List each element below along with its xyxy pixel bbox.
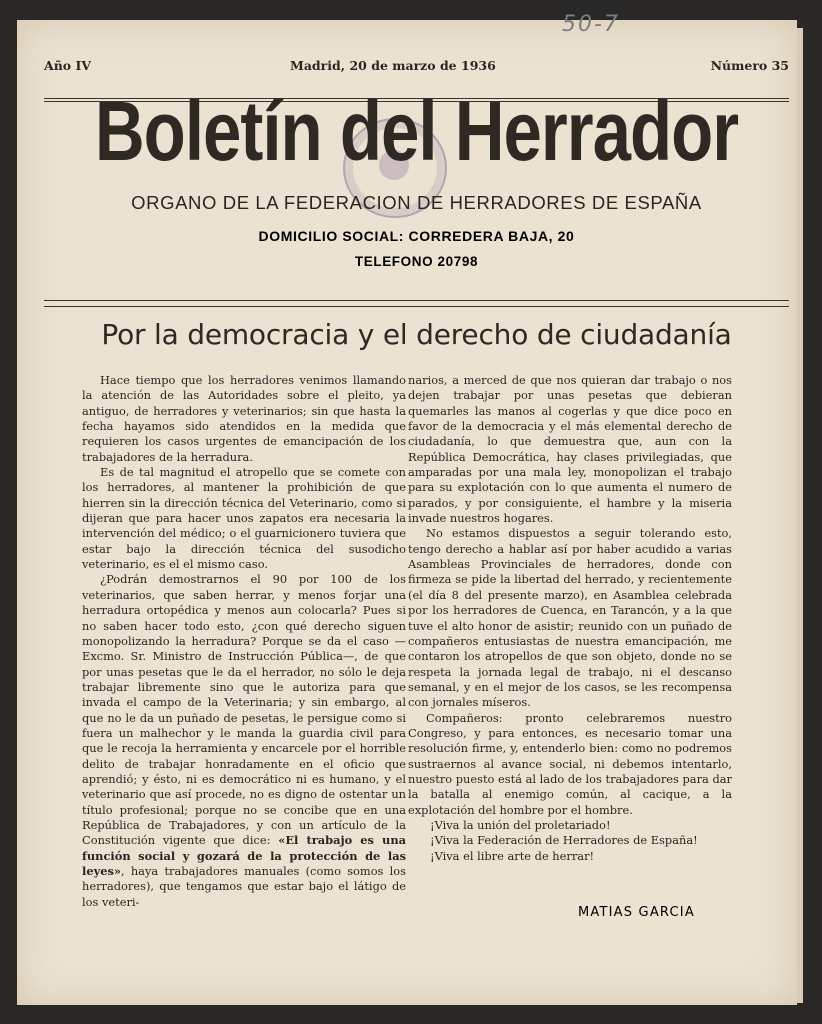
masthead-phone: TELEFONO 20798 <box>354 254 479 269</box>
masthead-rule <box>44 300 789 301</box>
paragraph-text: , haya trabajadores manuales (como somos los herradores), que tengamos que estar bajo el látigo de los veteri- <box>82 864 406 909</box>
issue-year: Año IV <box>44 58 92 73</box>
article-headline: Por la democracia y el derecho de ciudadanía <box>101 318 732 351</box>
masthead-title: Boletín del Herrador <box>94 84 739 179</box>
article-column-right <box>408 373 732 864</box>
masthead-subtitle: ORGANO DE LA FEDERACION DE HERRADORES DE ESPAÑA <box>131 192 702 213</box>
masthead-address: DOMICILIO SOCIAL: CORREDERA BAJA, 20 <box>258 228 575 244</box>
article-signature: MATIAS GARCIA <box>578 905 695 920</box>
issue-date: Madrid, 20 de marzo de 1936 <box>290 58 496 73</box>
slogan: ¡Viva la unión del proletariado! <box>430 817 611 832</box>
masthead-rule-thin <box>44 306 789 307</box>
paragraph: Compañeros: pronto celebraremos nuestro Congreso, y para entonces, es necesario tomar una resolución firme, y, entenderlo bien: como no podremos sustraernos al avance social, ni debemos intentarlo, nuestro puesto está al lado de los trabajadores para dar la batalla al enemigo común, al cacique, a la explotación del hombre por el hombre. <box>408 710 732 817</box>
paragraph: Hace tiempo que los herradores venimos llamando la atención de las Autoridades sobre el pleito, ya antiguo, de herradores y veterinarios; sin que hasta la fecha hayamos sido atendidos en la medida que requieren los casos urgentes de emancipación de los trabajadores de la herradura. <box>82 373 406 464</box>
slogan: ¡Viva el libre arte de herrar! <box>430 848 595 863</box>
article-column-left <box>82 373 406 910</box>
constitution-quote: «El trabajo es una función social y gozará de la protección de las leyes» <box>82 833 406 878</box>
paragraph-text: ¿Podrán demostrarnos el 90 por 100 de los veterinarios, que saben herrar, y menos forjar una herradura ortopédica y menos aun colocarla? Pues si no saben hacer todo esto, ¿con qué derecho siguen monopolizando la herradura? Porque se da el caso —Excmo. Sr. Ministro de Instrucción Pública—, de que por unas pesetas que le da el herrador, no sólo le deja trabajar libremente sino que le autoriza para que invada el campo de la Veterinaria; y sin embargo, al que no le da un puñado de pesetas, le persigue como si fuera un malhechor y le manda la guardia civil para que le recoja la herramienta y encarcele por el horrible delito de trabajar honradamente en el oficio que aprendió; y ésto, ni es democrático ni es humano, y el veterinario que así procede, no es digno de ostentar un título profesional; porque no se concibe que en una República de Trabajadores, y con un artículo de la Constitución vigente que dice: <box>82 572 406 848</box>
issue-number: Número 35 <box>710 58 789 73</box>
paragraph: Es de tal magnitud el atropello que se comete con los herradores, al mantener la prohibición de que hierren sin la dirección técnica del Veterinario, como si dijeran que para hacer unos zapatos era necesaria la intervención del médico; o el guarnicionero tuviera que estar bajo la dirección técnica del susodicho veterinario, es el el mismo caso. <box>82 465 406 572</box>
page-edge <box>797 28 803 1003</box>
paragraph: No estamos dispuestos a seguir tolerando esto, tengo derecho a hablar así por haber acudido a varias Asambleas Provinciales de herradores, donde con firmeza se pide la libertad del herrado, y recientemente (el día 8 del presente marzo), en Asamblea celebrada por los herradores de Cuenca, en Tarancón, y a la que tuve el alto honor de asistir; reunido con un puñado de compañeros entusiastas de nuestra emancipación, me contaron los atropellos de que son objeto, donde no se respeta la jornada legal de trabajo, ni el descanso semanal, y en el mejor de los casos, se les recompensa con jornales míseros. <box>408 526 732 710</box>
paragraph: narios, a merced de que nos quieran dar trabajo o nos dejen trabajar por unas pesetas que debieran quemarles las manos al cogerlas y que dice poco en favor de la democracia y el más elemental derecho de ciudadanía, lo que demuestra que, aun con la República Democrática, hay clases privilegiadas, que amparadas por una mala ley, monopolizan el trabajo para su explotación con lo que aumenta el numero de parados, y por consiguiente, el hambre y la miseria invade nuestros hogares. <box>408 373 732 526</box>
handwritten-note: 50-7 <box>562 12 620 37</box>
paragraph <box>82 572 406 910</box>
slogan: ¡Viva la Federación de Herradores de España! <box>430 833 698 848</box>
